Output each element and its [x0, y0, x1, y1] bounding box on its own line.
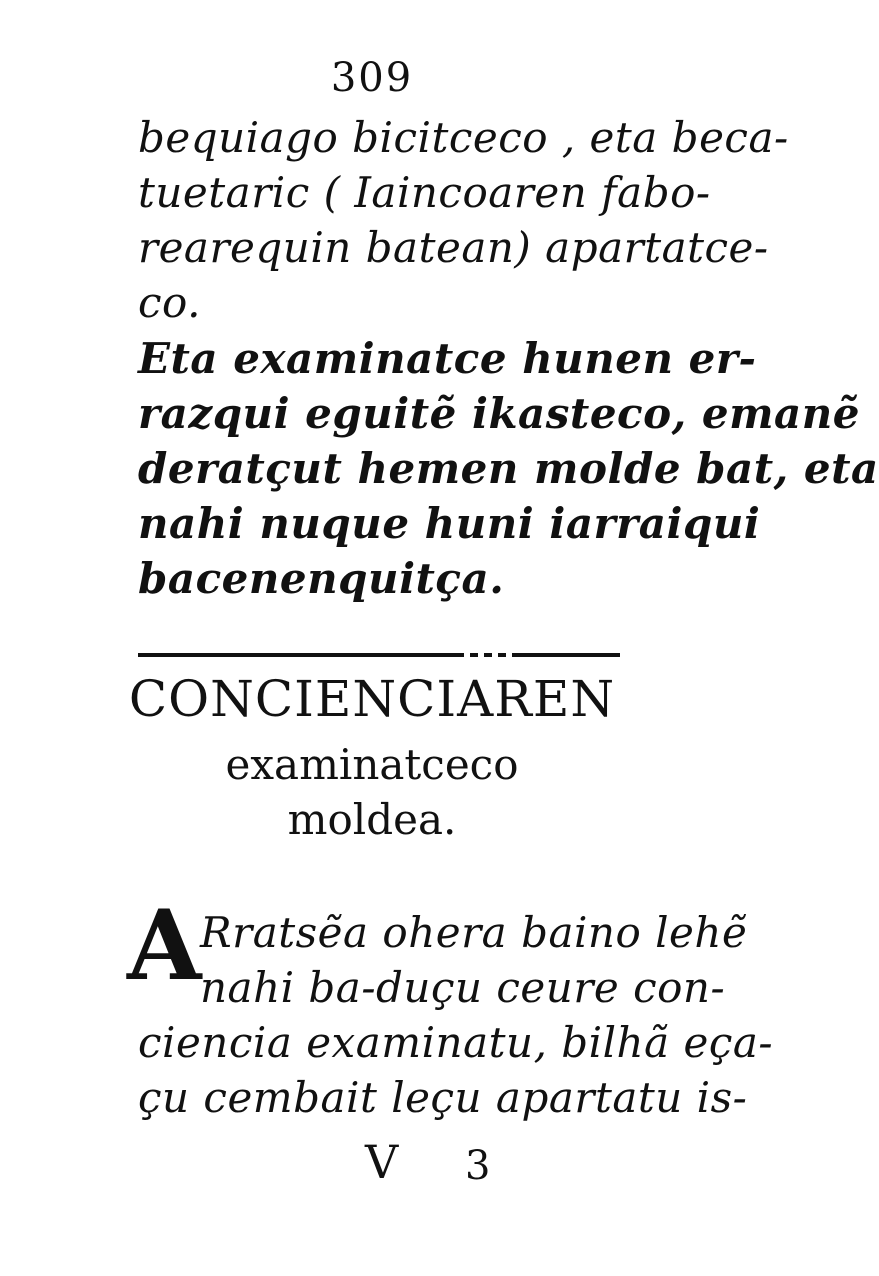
section-subtitle: examinatceco: [225, 740, 519, 789]
text-line: bacenenquitça.: [138, 554, 505, 603]
text-line: co.: [138, 278, 201, 327]
text-line: rearequin batean) apartatce-: [138, 223, 769, 272]
text-line: Eta examinatce hunen er-: [138, 334, 757, 383]
text-line: Rratsẽa ohera baino lehẽ: [200, 908, 748, 957]
text-line: deratçut hemen molde bat, eta: [138, 444, 879, 493]
text-line: nahi ba-duçu ceure con-: [200, 963, 726, 1012]
paragraph-3: [138, 905, 774, 1125]
text-line: ciencia examinatu, bilhã eça-: [138, 1018, 774, 1067]
signature-number: 3: [465, 1143, 491, 1189]
section-title: CONCIENCIAREN: [128, 670, 616, 728]
text-line: çu cembait leçu apartatu is-: [138, 1073, 748, 1122]
section-subtitle-end: moldea.: [287, 795, 457, 844]
text-line: tuetaric ( Iaincoaren fabo-: [138, 168, 711, 217]
paragraph-1: [138, 110, 789, 330]
signature-letter: V: [365, 1135, 399, 1189]
page-number: 309: [330, 55, 414, 101]
text-line: nahi nuque huni iarraiqui: [138, 499, 761, 548]
divider-ornament: [456, 653, 516, 657]
text-line: bequiago bicitceco , eta beca-: [138, 113, 789, 162]
text-line: razqui eguitẽ ikasteco, emanẽ: [138, 389, 860, 438]
section-divider: [138, 653, 620, 657]
paragraph-2: [138, 331, 879, 606]
drop-cap: A: [127, 889, 202, 1002]
